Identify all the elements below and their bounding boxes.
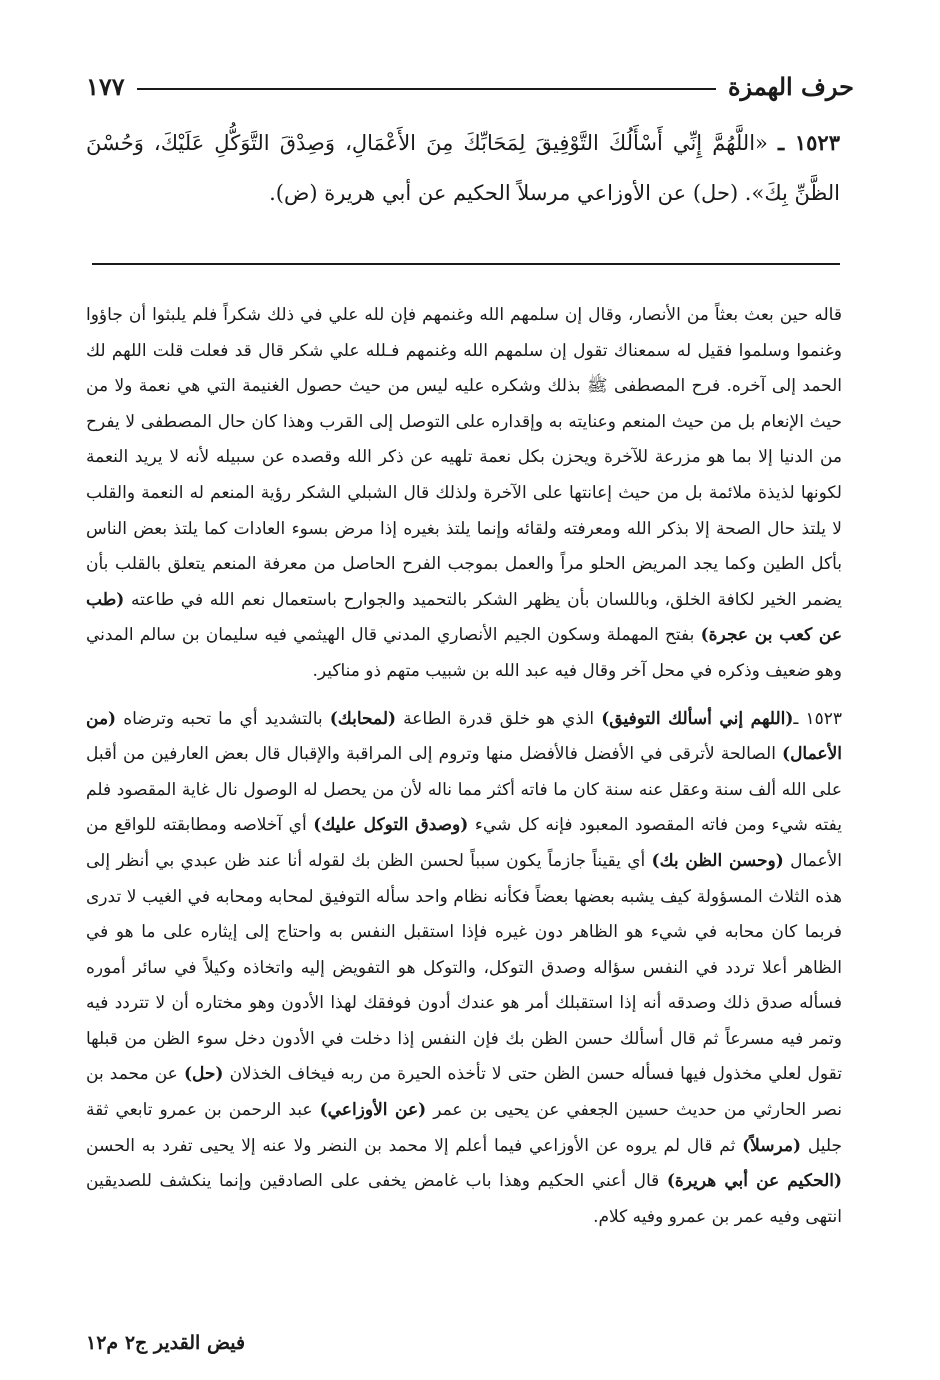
commentary-block (86, 298, 842, 1235)
page-footer-signature: فيض القدير ج٢ م١٢ (86, 1332, 246, 1354)
commentary-text: الصالحة لأترقى في الأفضل فالأفضل منها وتروم إلى المراقبة والإقبال قال بعض العارفين من أقبل على الله ألف سنة وعقل عنه سنة كان ما فاته أكثر مما ناله لأن من يحصل له الوصول نال غاية المقصود فلم يفته شيء ومن فاته المقصود المعبود فإنه كل شيء (86, 744, 843, 836)
header-rule (137, 88, 716, 90)
chapter-title: حرف الهمزة (727, 71, 854, 101)
page-header (86, 68, 854, 104)
commentary-paragraph-2 (86, 702, 842, 1236)
commentary-text: قاله حين بعث بعثاً من الأنصار، وقال إن سلمهم الله وغنمهم فإن لله علي في ذلك شكراً فلم يلبثوا أن جاؤوا وغنموا وسلموا فقيل له سمعناك تقول إن سلمهم الله وغنمهم فـلله علي شكر قال قد فعلت قلت اللهم لك الحمد إلى آخره. فرح المصطفى ﷺ بذلك وشكره عليه ليس من حيث حصول الغنيمة التي هي نعمة ولا من حيث الإنعام بل من حيث المنعم وعنايته به وإقداره على التوصل إلى القرب وهذا كان حال المصطفى لا يفرح من الدنيا إلا بما هو مزرعة للآخرة ويحزن بكل نعمة تلهيه عن ذكر الله وقصده عن سبيله لأنه لا يريد النعمة لكونها لذيذة ملائمة بل من حيث إعانتها على الآخرة ولذلك قال الشبلي الشكر رؤية المنعم له النعمة والقلب لا يلتذ حال الصحة إلا بذكر الله ومعرفته ولقائه وإنما يلتذ بغيره إذا مرض بسوء العادات كما يلتذ بعض الناس بأكل الطين وكما يجد المريض الحلو مراً والعمل بموجب الفرح الحاصل من معرفة المنعم يتعلق بالقلب بأن يضمر الخير لكافة الخلق، وباللسان بأن يظهر الشكر بالتحميد والجوارح باستعمال نعم الله في طاعته (86, 305, 842, 610)
source-reference: (طب عن كعب بن عجرة) (86, 589, 842, 646)
commentary-paragraph-1 (86, 298, 842, 690)
commentary-text: ثم قال لم يروه عن الأوزاعي فيما أعلم إلا محمد بن النضر ولا عنه إلا يحيى تفرد به الحسن (86, 1135, 736, 1156)
hadith-number: ١٥٢٣ ـ (793, 708, 842, 729)
commentary-text: عبد الرحمن بن عمرو تابعي ثقة جليل (86, 1100, 842, 1156)
commentary-text: أي آخلاصه ومطابقته للواقع من الأعمال (86, 815, 842, 871)
source-reference: (مرسلاً) (742, 1135, 802, 1156)
source-reference: (عن الأوزاعي) (319, 1100, 427, 1121)
section-divider (92, 263, 840, 265)
source-reference: (حل) (183, 1064, 224, 1085)
commentary-text: عن محمد بن نصر الحارثي من حديث حسين الجعفي عن يحيى بن عمر (86, 1064, 843, 1121)
quoted-phrase: (لمحابك) (329, 708, 397, 729)
quoted-phrase: (من الأعمال) (86, 708, 842, 765)
page-number: ١٧٧ (86, 71, 125, 101)
hadith-number: ١٥٢٣ ـ (778, 130, 840, 155)
source-reference: (الحكيم عن أبي هريرة) (666, 1171, 843, 1192)
commentary-text: قال أعني الحكيم وهذا باب غامض يخفى على الصادقين وإنما ينكشف للصديقين انتهى وفيه عمر بن عمرو وفيه كلام. (86, 1171, 842, 1227)
commentary-text: أي يقيناً جازماً يكون سبباً لحسن الظن بك لقوله أنا عند ظن عبدي بي أنظر إلى هذه الثلاث المسؤولة كيف يشبه بعضها بعضاً فكأنه نظام واحد سأله التوفيق لمحابه ومحابه في الغيب لا تدرى فربما كان محابه في شيء هو الظاهر دون غيره فإذا استقبل النفس به واحتاج إلى إيثاره على ما هو في الظاهر أعلا تردد في النفس سؤاله وصدق التوكل، والتوكل هو التفويض إليه واتخاذه وكيلاً في سائر أموره فسأله صدق ذلك وصدقه أنه إذا استقبلك أمر هو عندك أدون فوفقك لهذا الأدون وهو مختاره أن لا تتردد فيه وتمر فيه مسرعاً ثم قال أسألك حسن الظن بك فإن النفس إذا دخلت في الأدون دخل سوء الظن من قبلها تقول لعلي مخذول فيها فسأله حسن الظن حتى لا تأخذه الحيرة من ربه فيخاف الخذلان (86, 850, 843, 1085)
commentary-text: بالتشديد أي ما تحبه وترضاه (123, 708, 323, 729)
quoted-phrase: (اللهم إني أسألك التوفيق) (601, 708, 794, 729)
commentary-text: بفتح المهملة وسكون الجيم الأنصاري المدني قال الهيثمي فيه سليمان بن سالم المدني وهو ضعيف وذكره في محل آخر وقال فيه عبد الله بن شبيب متهم ذو مناكير. (86, 625, 842, 681)
quoted-phrase: (وصدق التوكل عليك) (313, 815, 469, 836)
commentary-text: الذي هو خلق قدرة الطاعة (403, 708, 595, 729)
hadith-text-block (86, 118, 840, 218)
hadith-text: «اللَّهُمَّ إِنِّي أَسْأَلُكَ التَّوْفِيقَ لِمَحَابِّكَ مِنَ الأَعْمَالِ، وَصِدْقَ التَّوَكُّلِ عَلَيْكَ، وَحُسْنَ الظَّنِّ بِكَ». (حل) عن الأوزاعي مرسلاً الحكيم عن أبي هريرة (ض). (86, 131, 840, 205)
quoted-phrase: (وحسن الظن بك) (651, 850, 784, 871)
